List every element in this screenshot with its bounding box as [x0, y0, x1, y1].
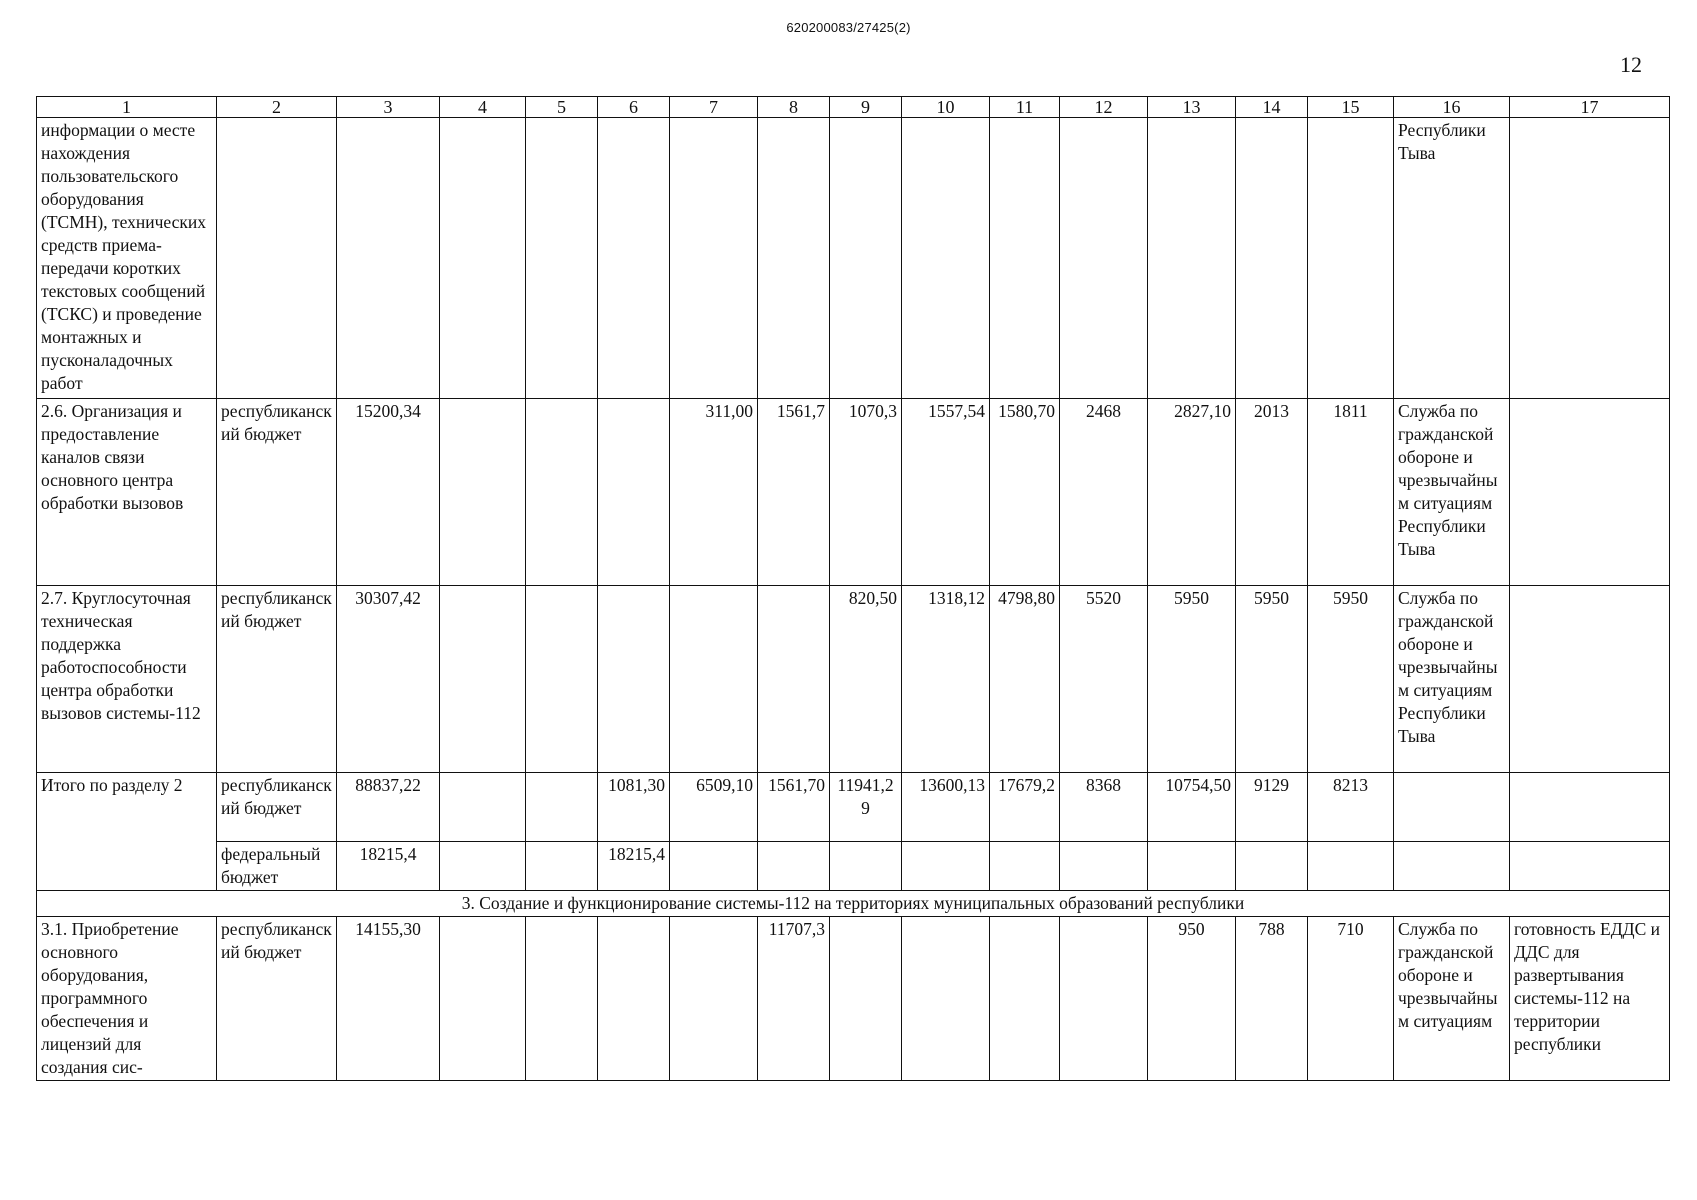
cell: [440, 842, 526, 891]
executor-cell: Служба по гражданской обороне и чрезвычайным ситуациям Республики Тыва: [1394, 586, 1510, 773]
program-table-sheet: [36, 96, 1669, 1081]
col-num: 11: [990, 97, 1060, 118]
amount-cell: 1811: [1308, 399, 1394, 586]
cell: [1148, 118, 1236, 399]
amount-cell: 2468: [1060, 399, 1148, 586]
col-num: 12: [1060, 97, 1148, 118]
amount-cell: 9129: [1236, 773, 1308, 842]
cell: [217, 118, 337, 399]
total-cell: 15200,34: [337, 399, 440, 586]
cell: [830, 842, 902, 891]
cell: [830, 917, 902, 1081]
amount-cell: 10754,50: [1148, 773, 1236, 842]
result-cell: готовность ЕДДС и ДДС для развертывания системы-112 на территории республики: [1510, 917, 1670, 1081]
cell: [1308, 118, 1394, 399]
cell: [670, 586, 758, 773]
column-number-row: [37, 97, 1670, 118]
amount-cell: 1580,70: [990, 399, 1060, 586]
activity-cell: 3.1. Приобретение основного оборудования, программного обеспечения и лицензий для создания сис-: [37, 917, 217, 1081]
col-num: 17: [1510, 97, 1670, 118]
document-code: 620200083/27425(2): [786, 20, 911, 35]
cell: [1236, 842, 1308, 891]
cell: [990, 842, 1060, 891]
col-num: 15: [1308, 97, 1394, 118]
amount-cell: 5950: [1236, 586, 1308, 773]
amount-cell: 5950: [1148, 586, 1236, 773]
cell: [902, 842, 990, 891]
total-cell: 88837,22: [337, 773, 440, 842]
total-cell: 14155,30: [337, 917, 440, 1081]
cell: [440, 586, 526, 773]
amount-cell: 11707,3: [758, 917, 830, 1081]
cell: [598, 917, 670, 1081]
table-row: [37, 118, 1670, 399]
cell: [598, 399, 670, 586]
cell: [1060, 842, 1148, 891]
section-title: 3. Создание и функционирование системы-112 на территориях муниципальных образований республики: [37, 891, 1670, 917]
amount-cell: 1561,7: [758, 399, 830, 586]
amount-cell: 710: [1308, 917, 1394, 1081]
cell: [526, 917, 598, 1081]
col-num: 4: [440, 97, 526, 118]
cell: [1394, 842, 1510, 891]
cell: [526, 586, 598, 773]
cell: [526, 399, 598, 586]
col-num: 16: [1394, 97, 1510, 118]
activity-cell: информации о месте нахождения пользовательского оборудования (ТСМН), технических средств приема-передачи коротких текстовых сообщений (ТСКС) и проведение монтажных и пусконаладочных работ: [37, 118, 217, 399]
cell: [758, 842, 830, 891]
funding-source-cell: федеральный бюджет: [217, 842, 337, 891]
amount-cell: 8368: [1060, 773, 1148, 842]
cell: [526, 773, 598, 842]
amount-cell: 950: [1148, 917, 1236, 1081]
section-row: [37, 891, 1670, 917]
cell: [670, 917, 758, 1081]
col-num: 5: [526, 97, 598, 118]
cell: [1236, 118, 1308, 399]
amount-cell: 5950: [1308, 586, 1394, 773]
executor-cell: Республики Тыва: [1394, 118, 1510, 399]
total-cell: 30307,42: [337, 586, 440, 773]
cell: [1060, 917, 1148, 1081]
activity-cell: 2.7. Круглосуточная техническая поддержка работоспособности центра обработки вызовов системы-112: [37, 586, 217, 773]
funding-source-cell: республиканский бюджет: [217, 586, 337, 773]
cell: [440, 118, 526, 399]
amount-cell: 1081,30: [598, 773, 670, 842]
cell: [758, 586, 830, 773]
cell: [1394, 773, 1510, 842]
amount-cell: 8213: [1308, 773, 1394, 842]
funding-source-cell: республиканский бюджет: [217, 399, 337, 586]
cell: [670, 118, 758, 399]
total-label-cell: Итого по разделу 2: [37, 773, 217, 891]
col-num: 13: [1148, 97, 1236, 118]
col-num: 8: [758, 97, 830, 118]
amount-cell: 5520: [1060, 586, 1148, 773]
page-number: 12: [1620, 52, 1642, 77]
cell: [1510, 773, 1670, 842]
table-row: [37, 586, 1670, 773]
table-row: [37, 773, 1670, 842]
amount-cell: 1318,12: [902, 586, 990, 773]
cell: [526, 842, 598, 891]
cell: [526, 118, 598, 399]
cell: [1510, 118, 1670, 399]
table-row: [37, 399, 1670, 586]
amount-cell: 17679,2: [990, 773, 1060, 842]
funding-source-cell: республиканский бюджет: [217, 773, 337, 842]
cell: [337, 118, 440, 399]
col-num: 3: [337, 97, 440, 118]
executor-cell: Служба по гражданской обороне и чрезвычайным ситуациям Республики Тыва: [1394, 399, 1510, 586]
cell: [902, 917, 990, 1081]
amount-cell: 1070,3: [830, 399, 902, 586]
amount-cell: 11941,29: [830, 773, 902, 842]
col-num: 9: [830, 97, 902, 118]
cell: [1510, 842, 1670, 891]
cell: [902, 118, 990, 399]
funding-source-cell: республиканский бюджет: [217, 917, 337, 1081]
amount-cell: 311,00: [670, 399, 758, 586]
table-row: [37, 917, 1670, 1081]
cell: [990, 917, 1060, 1081]
amount-cell: 788: [1236, 917, 1308, 1081]
activity-cell: 2.6. Организация и предоставление каналов связи основного центра обработки вызовов: [37, 399, 217, 586]
amount-cell: 820,50: [830, 586, 902, 773]
amount-cell: 1561,70: [758, 773, 830, 842]
cell: [990, 118, 1060, 399]
amount-cell: 18215,4: [598, 842, 670, 891]
col-num: 1: [37, 97, 217, 118]
cell: [1148, 842, 1236, 891]
cell: [440, 399, 526, 586]
amount-cell: 13600,13: [902, 773, 990, 842]
cell: [1308, 842, 1394, 891]
col-num: 14: [1236, 97, 1308, 118]
col-num: 6: [598, 97, 670, 118]
cell: [1510, 399, 1670, 586]
amount-cell: 4798,80: [990, 586, 1060, 773]
cell: [598, 118, 670, 399]
cell: [440, 917, 526, 1081]
col-num: 7: [670, 97, 758, 118]
col-num: 2: [217, 97, 337, 118]
cell: [1510, 586, 1670, 773]
executor-cell: Служба по гражданской обороне и чрезвычайным ситуациям: [1394, 917, 1510, 1081]
amount-cell: 2827,10: [1148, 399, 1236, 586]
amount-cell: 6509,10: [670, 773, 758, 842]
amount-cell: 2013: [1236, 399, 1308, 586]
cell: [1060, 118, 1148, 399]
program-table: [36, 96, 1670, 1081]
cell: [830, 118, 902, 399]
cell: [758, 118, 830, 399]
col-num: 10: [902, 97, 990, 118]
cell: [598, 586, 670, 773]
cell: [670, 842, 758, 891]
total-cell: 18215,4: [337, 842, 440, 891]
cell: [440, 773, 526, 842]
amount-cell: 1557,54: [902, 399, 990, 586]
table-row: [37, 842, 1670, 891]
